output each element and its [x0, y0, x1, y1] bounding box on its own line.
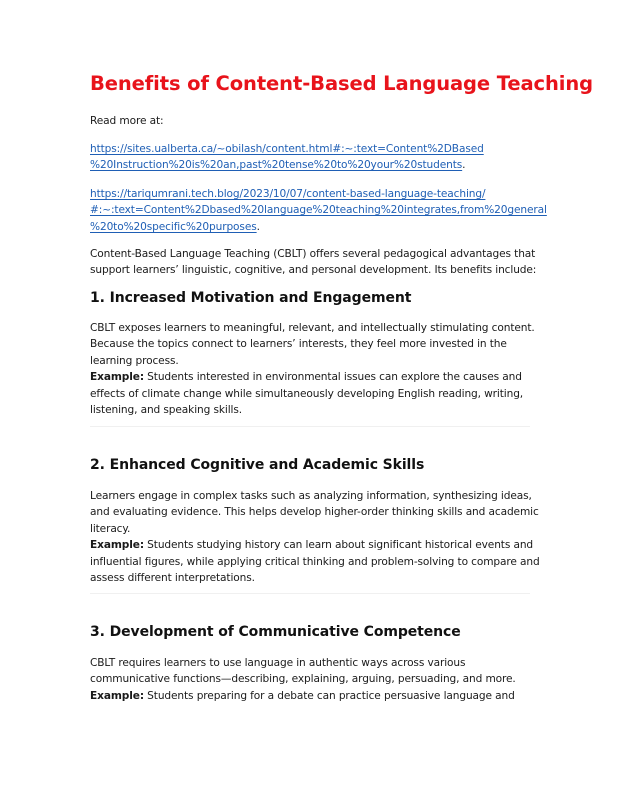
body-line: CBLT exposes learners to meaningful, relevant, and intellectually stimulating content.: [90, 322, 535, 334]
body-line: communicative functions—describing, explaining, arguing, persuading, and more.: [90, 673, 516, 686]
intro-line: support learners’ linguistic, cognitive, and personal development. Its benefits include:: [90, 264, 537, 277]
reference-link-2-line-1[interactable]: https://tariqumrani.tech.blog/2023/10/07/content-based-language-teaching/: [90, 188, 486, 200]
section-1-body: [90, 320, 535, 418]
body-line: and evaluating evidence. This helps develop higher-order thinking skills and academic: [90, 506, 539, 519]
example-line: listening, and speaking skills.: [90, 404, 242, 417]
example-line: effects of climate change while simultaneously developing English reading, writing,: [90, 387, 524, 400]
section-2-heading: 2. Enhanced Cognitive and Academic Skills: [90, 457, 425, 473]
section-divider: [90, 426, 530, 427]
body-line: CBLT requires learners to use language in authentic ways across various: [90, 657, 466, 669]
reference-link-2-line-2[interactable]: #:~:text=Content%2Dbased%20language%20teaching%20integrates,from%20general: [90, 204, 547, 217]
example-line: influential figures, while applying critical thinking and problem-solving to compare and: [90, 555, 540, 568]
example-label: Example:: [90, 539, 144, 552]
reference-link-1: [90, 141, 484, 174]
reference-link-1-line-2[interactable]: %20Instruction%20is%20an,past%20tense%20to%20your%20students: [90, 159, 463, 172]
reference-link-1-line-1[interactable]: https://sites.ualberta.ca/~obilash/content.html#:~:text=Content%2DBased: [90, 143, 484, 155]
document-title: Benefits of Content-Based Language Teaching: [90, 72, 593, 95]
example-line: Students studying history can learn about significant historical events and: [143, 539, 534, 552]
body-line: learning process.: [90, 354, 179, 367]
section-1-heading: 1. Increased Motivation and Engagement: [90, 290, 412, 306]
intro-paragraph: [90, 246, 536, 279]
example-label: Example:: [90, 371, 144, 384]
example-line: assess different interpretations.: [90, 572, 255, 585]
section-divider: [90, 593, 530, 594]
example-line: Students preparing for a debate can practice persuasive language and: [143, 689, 515, 702]
link-suffix: .: [462, 159, 466, 172]
link-suffix: .: [256, 220, 260, 233]
reference-link-2-line-3[interactable]: %20to%20specific%20purposes: [90, 220, 257, 233]
section-3-body: [90, 655, 516, 704]
body-line: Because the topics connect to learners’ interests, they feel more invested in the: [90, 338, 507, 351]
section-2-body: [90, 488, 540, 586]
body-line: literacy.: [90, 522, 131, 535]
reference-link-2: [90, 186, 547, 235]
example-label: Example:: [90, 689, 144, 702]
section-3-heading: 3. Development of Communicative Competence: [90, 624, 461, 640]
intro-line: Content-Based Language Teaching (CBLT) offers several pedagogical advantages that: [90, 248, 536, 260]
read-more-label: Read more at:: [90, 115, 164, 127]
example-line: Students interested in environmental issues can explore the causes and: [143, 371, 522, 384]
body-line: Learners engage in complex tasks such as analyzing information, synthesizing ideas,: [90, 490, 532, 502]
